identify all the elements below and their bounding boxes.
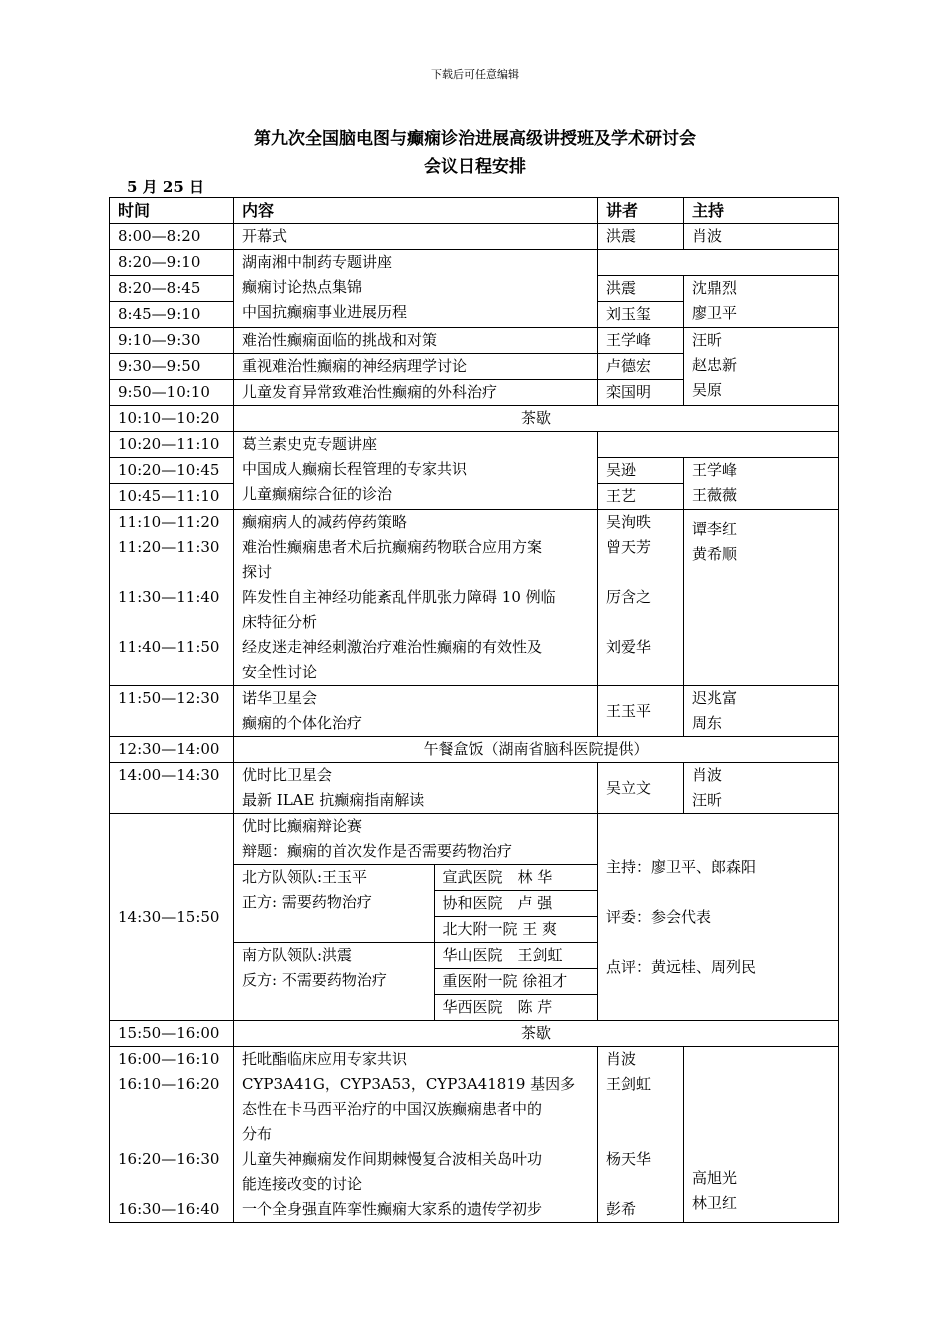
time-line bbox=[118, 1172, 225, 1197]
debate-teams-table bbox=[234, 864, 598, 1020]
time-cell: 9:10—9:30 bbox=[110, 328, 234, 354]
content-cell bbox=[234, 250, 598, 328]
col-header-speaker: 讲者 bbox=[598, 198, 684, 224]
debate-roles-cell bbox=[598, 814, 839, 1021]
team-member: 宣武医院 林 华 bbox=[434, 865, 598, 891]
team-member: 华西医院 陈 芹 bbox=[434, 995, 598, 1021]
speaker-line bbox=[606, 1122, 675, 1147]
content-line: 湖南湘中制药专题讲座 bbox=[242, 253, 393, 271]
content-line: 经皮迷走神经刺激治疗难治性癫痫的有效性及 bbox=[242, 638, 543, 656]
host-cell bbox=[684, 458, 839, 510]
table-row bbox=[110, 686, 839, 737]
table-row bbox=[110, 814, 839, 1021]
south-side: 反方: 不需要药物治疗 bbox=[242, 971, 387, 989]
table-row bbox=[110, 1047, 839, 1223]
content-cell bbox=[234, 686, 598, 737]
host-line: 肖波 bbox=[692, 766, 723, 784]
host-cell bbox=[684, 686, 839, 737]
speaker-cell: 栾国明 bbox=[598, 380, 684, 406]
team-member: 北大附一院 王 爽 bbox=[434, 917, 598, 943]
speaker-cell: 王学峰 bbox=[598, 328, 684, 354]
host-cell bbox=[684, 763, 839, 814]
table-header-row bbox=[110, 198, 839, 224]
content-line: 一个全身强直阵挛性癫痫大家系的遗传学初步 bbox=[242, 1200, 543, 1218]
speaker-line: 刘爱华 bbox=[606, 638, 652, 656]
speaker-line bbox=[606, 610, 675, 635]
content-line: 诺华卫星会 bbox=[242, 689, 318, 707]
host-line: 赵忠新 bbox=[692, 356, 738, 374]
speaker-cell: 吴立文 bbox=[598, 763, 684, 814]
table-row bbox=[110, 224, 839, 250]
host-line: 吴原 bbox=[692, 381, 723, 399]
content-line: 托吡酯临床应用专家共识 bbox=[242, 1050, 408, 1068]
speaker-line: 彭希 bbox=[606, 1200, 637, 1218]
speaker-cell: 吴逊 bbox=[598, 458, 684, 484]
content-line: 阵发性自主神经功能紊乱伴肌张力障碍 10 例临 bbox=[242, 588, 556, 606]
schedule-date: 5 月 25 日 bbox=[127, 178, 204, 196]
host-line: 谭李红 bbox=[692, 520, 738, 538]
content-line: 安全性讨论 bbox=[242, 663, 318, 681]
time-line bbox=[118, 1097, 225, 1122]
speaker-cell: 王玉平 bbox=[598, 686, 684, 737]
content-line: 中国抗癫痫事业进展历程 bbox=[242, 303, 408, 321]
time-cell: 8:00—8:20 bbox=[110, 224, 234, 250]
speaker-cell: 洪震 bbox=[598, 276, 684, 302]
content-line: 儿童失神癫痫发作间期棘慢复合波相关岛叶功 bbox=[242, 1150, 543, 1168]
time-cell: 10:20—11:10 bbox=[110, 432, 234, 458]
debate-content-cell bbox=[234, 814, 598, 1021]
debate-judges: 评委：参会代表 bbox=[606, 907, 712, 926]
speaker-cell: 王艺 bbox=[598, 484, 684, 510]
time-line: 11:30—11:40 bbox=[118, 588, 220, 606]
content-line: 探讨 bbox=[242, 563, 273, 581]
content-line: 床特征分析 bbox=[242, 613, 318, 631]
time-cell: 10:45—11:10 bbox=[110, 484, 234, 510]
content-cell: 难治性癫痫面临的挑战和对策 bbox=[234, 328, 598, 354]
debate-host: 主持：廖卫平、郎森阳 bbox=[606, 857, 757, 876]
south-team-cell bbox=[234, 943, 434, 1021]
time-cell: 8:20—9:10 bbox=[110, 250, 234, 276]
time-line: 16:10—16:20 bbox=[118, 1075, 220, 1093]
content-line: CYP3A41G，CYP3A53，CYP3A41819 基因多 bbox=[242, 1075, 576, 1093]
host-line: 汪昕 bbox=[692, 791, 723, 809]
debate-comment: 点评：黄远桂、周列民 bbox=[606, 957, 757, 976]
content-cell bbox=[234, 763, 598, 814]
content-line: 中国成人癫痫长程管理的专家共识 bbox=[242, 460, 468, 478]
content-line: 态性在卡马西平治疗的中国汉族癫痫患者中的 bbox=[242, 1100, 543, 1118]
host-line: 迟兆富 bbox=[692, 689, 738, 707]
content-line: 最新 ILAE 抗癫痫指南解读 bbox=[242, 791, 425, 809]
lunch-cell: 午餐盒饭（湖南省脑科医院提供） bbox=[234, 737, 839, 763]
time-cell: 10:10—10:20 bbox=[110, 406, 234, 432]
host-cell bbox=[684, 328, 839, 406]
page-subtitle: 会议日程安排 bbox=[424, 157, 526, 177]
content-line: 能连接改变的讨论 bbox=[242, 1175, 363, 1193]
speaker-line: 曾天芳 bbox=[606, 538, 652, 556]
north-team-cell bbox=[234, 865, 434, 943]
time-cell bbox=[110, 1047, 234, 1223]
spacer bbox=[606, 880, 830, 905]
content-cell bbox=[234, 1047, 598, 1223]
time-cell: 9:30—9:50 bbox=[110, 354, 234, 380]
host-line: 高旭光 bbox=[692, 1169, 738, 1187]
time-line: 16:00—16:10 bbox=[118, 1050, 220, 1068]
host-line: 王薇薇 bbox=[692, 486, 738, 504]
time-cell: 12:30—14:00 bbox=[110, 737, 234, 763]
content-line: 优时比癫痫辩论赛 bbox=[242, 817, 363, 835]
host-line bbox=[692, 1216, 830, 1222]
empty-cell bbox=[598, 250, 839, 276]
empty-cell bbox=[598, 432, 839, 458]
content-line: 分布 bbox=[242, 1125, 273, 1143]
host-line: 沈鼎烈 bbox=[692, 279, 738, 297]
time-cell: 8:20—8:45 bbox=[110, 276, 234, 302]
time-cell: 14:00—14:30 bbox=[110, 763, 234, 814]
table-row bbox=[110, 510, 839, 686]
time-line: 11:10—11:20 bbox=[118, 513, 220, 531]
col-header-content: 内容 bbox=[234, 198, 598, 224]
host-line bbox=[692, 510, 830, 517]
content-line: 辩题：癫痫的首次发作是否需要药物治疗 bbox=[242, 842, 513, 860]
team-member: 协和医院 卢 强 bbox=[434, 891, 598, 917]
col-header-time: 时间 bbox=[110, 198, 234, 224]
content-cell: 儿童发育异常致难治性癫痫的外科治疗 bbox=[234, 380, 598, 406]
host-cell bbox=[684, 510, 839, 686]
table-row bbox=[110, 406, 839, 432]
time-line bbox=[118, 560, 225, 585]
time-line: 16:20—16:30 bbox=[118, 1150, 220, 1168]
content-cell: 重视难治性癫痫的神经病理学讨论 bbox=[234, 354, 598, 380]
team-member: 重医附一院 徐祖才 bbox=[434, 969, 598, 995]
host-line: 王学峰 bbox=[692, 461, 738, 479]
host-line: 黄希顺 bbox=[692, 545, 738, 563]
time-cell: 9:50—10:10 bbox=[110, 380, 234, 406]
speaker-cell bbox=[598, 1047, 684, 1223]
time-cell: 10:20—10:45 bbox=[110, 458, 234, 484]
speaker-line bbox=[606, 660, 675, 685]
content-line: 癫痫病人的减药停药策略 bbox=[242, 513, 408, 531]
table-row bbox=[110, 250, 839, 276]
table-row bbox=[110, 1021, 839, 1047]
time-cell bbox=[110, 510, 234, 686]
host-line: 汪昕 bbox=[692, 331, 723, 349]
time-line: 11:40—11:50 bbox=[118, 638, 220, 656]
speaker-line bbox=[606, 560, 675, 585]
time-cell: 14:30—15:50 bbox=[110, 814, 234, 1021]
content-line: 难治性癫痫患者术后抗癫痫药物联合应用方案 bbox=[242, 538, 543, 556]
content-line: 癫痫的个体化治疗 bbox=[242, 714, 363, 732]
host-cell bbox=[684, 276, 839, 328]
time-line: 16:30—16:40 bbox=[118, 1200, 220, 1218]
header-note: 下载后可任意编辑 bbox=[431, 68, 519, 81]
content-cell bbox=[234, 432, 598, 510]
speaker-cell: 刘玉玺 bbox=[598, 302, 684, 328]
break-cell: 茶歇 bbox=[234, 406, 839, 432]
content-cell: 开幕式 bbox=[234, 224, 598, 250]
table-row bbox=[110, 432, 839, 458]
speaker-line: 王剑虹 bbox=[606, 1075, 652, 1093]
speaker-cell: 卢德宏 bbox=[598, 354, 684, 380]
table-row bbox=[110, 763, 839, 814]
time-cell: 15:50—16:00 bbox=[110, 1021, 234, 1047]
speaker-line bbox=[606, 1172, 675, 1197]
speaker-line: 厉含之 bbox=[606, 588, 652, 606]
content-line: 葛兰素史克专题讲座 bbox=[242, 435, 378, 453]
time-line bbox=[118, 1122, 225, 1147]
page-title: 第九次全国脑电图与癫痫诊治进展高级讲授班及学术研讨会 bbox=[254, 129, 696, 149]
host-cell bbox=[684, 1047, 839, 1223]
schedule-table bbox=[109, 197, 839, 1223]
table-row bbox=[110, 328, 839, 354]
speaker-cell bbox=[598, 510, 684, 686]
content-line: 优时比卫星会 bbox=[242, 766, 333, 784]
host-line: 廖卫平 bbox=[692, 304, 738, 322]
speaker-line: 吴洵昳 bbox=[606, 513, 652, 531]
content-line: 儿童癫痫综合征的诊治 bbox=[242, 485, 393, 503]
speaker-cell: 洪震 bbox=[598, 224, 684, 250]
time-cell: 8:45—9:10 bbox=[110, 302, 234, 328]
content-cell bbox=[234, 510, 598, 686]
table-row bbox=[110, 737, 839, 763]
host-line: 林卫红 bbox=[692, 1194, 738, 1212]
speaker-line: 肖波 bbox=[606, 1050, 637, 1068]
content-line: 癫痫讨论热点集锦 bbox=[242, 278, 363, 296]
speaker-line bbox=[606, 1097, 675, 1122]
host-line: 周东 bbox=[692, 714, 723, 732]
spacer bbox=[606, 930, 830, 955]
team-member: 华山医院 王剑虹 bbox=[434, 943, 598, 969]
time-line: 11:20—11:30 bbox=[118, 538, 220, 556]
col-header-host: 主持 bbox=[684, 198, 839, 224]
north-side: 正方: 需要药物治疗 bbox=[242, 893, 372, 911]
break-cell: 茶歇 bbox=[234, 1021, 839, 1047]
time-line bbox=[118, 610, 225, 635]
speaker-line: 杨天华 bbox=[606, 1150, 652, 1168]
south-leader: 南方队领队:洪震 bbox=[242, 946, 353, 964]
host-cell: 肖波 bbox=[684, 224, 839, 250]
north-leader: 北方队领队:王玉平 bbox=[242, 868, 368, 886]
time-line bbox=[118, 660, 225, 685]
time-cell: 11:50—12:30 bbox=[110, 686, 234, 737]
